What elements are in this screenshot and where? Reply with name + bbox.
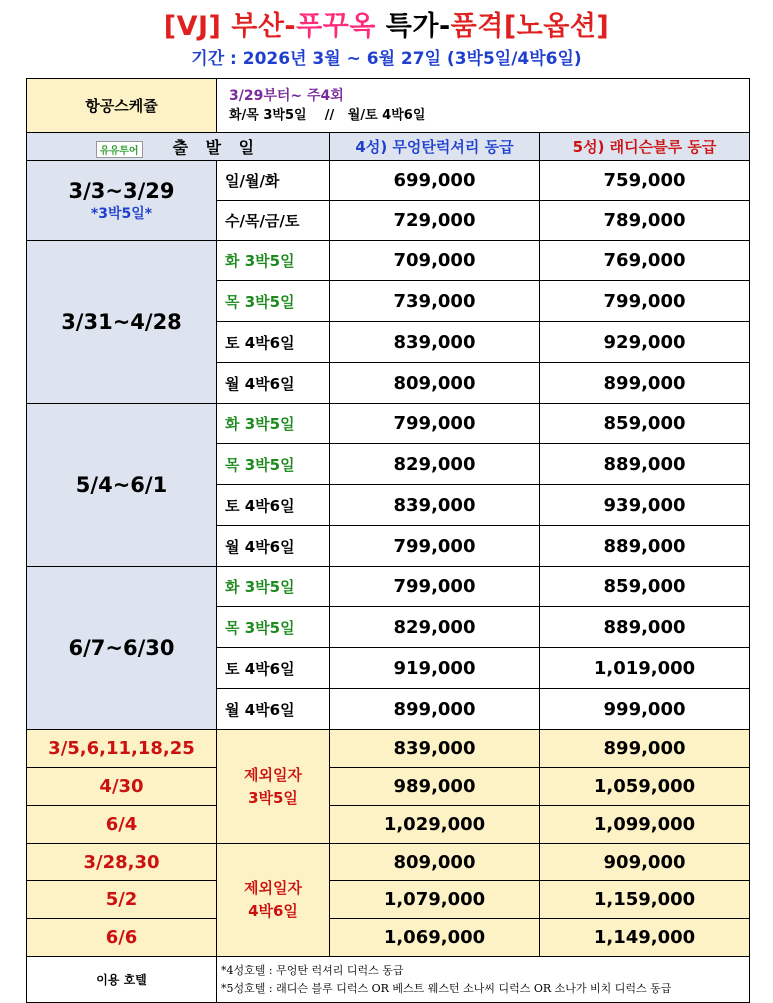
price-4star: 919,000: [330, 648, 540, 689]
price-4star: 799,000: [330, 526, 540, 567]
price-5star: 899,000: [540, 730, 750, 768]
price-4star: 899,000: [330, 689, 540, 730]
price-5star: 859,000: [540, 404, 750, 444]
hotels-label: 이용 호텔: [27, 957, 217, 1003]
price-4star: 799,000: [330, 404, 540, 444]
price-5star: 789,000: [540, 201, 750, 241]
day-cell: 월 4박6일: [217, 689, 330, 730]
hotel5-header: 5성) 래디슨블루 동급: [540, 133, 750, 161]
day-cell: 목 3박5일: [217, 281, 330, 322]
table-row: [27, 241, 750, 281]
tour-logo-text: 유유투어: [96, 141, 143, 158]
table-row: [27, 919, 750, 957]
price-4star: 809,000: [330, 363, 540, 404]
title-airline: [VJ] 부산-: [163, 11, 297, 42]
day-cell: 화 3박5일: [217, 241, 330, 281]
price-4star: 839,000: [330, 322, 540, 363]
table-row: [27, 768, 750, 806]
price-4star: 829,000: [330, 444, 540, 485]
exclusion-dates: 6/6: [27, 919, 217, 957]
exclusion-label-line-2: 3박5일: [248, 788, 298, 807]
exclusion-dates: 5/2: [27, 881, 217, 919]
price-5star: 1,099,000: [540, 806, 750, 844]
price-4star: 839,000: [330, 485, 540, 526]
exclusion-dates: 4/30: [27, 768, 217, 806]
price-4star: 839,000: [330, 730, 540, 768]
departure-header: [27, 133, 330, 161]
page-title: [0, 4, 773, 43]
exclusion-dates: 6/4: [27, 806, 217, 844]
price-4star: 699,000: [330, 161, 540, 201]
day-cell: 토 4박6일: [217, 322, 330, 363]
price-5star: 1,059,000: [540, 768, 750, 806]
table-row: [27, 730, 750, 768]
price-table: [26, 78, 750, 1003]
hotel4-header: 4성) 무엉탄럭셔리 동급: [330, 133, 540, 161]
price-5star: 909,000: [540, 844, 750, 881]
hotel-note-5star: *5성호텔 : 래디슨 블루 디럭스 OR 베스트 웨스턴 소나씨 디럭스 OR 소나가 비치 디럭스 동급: [221, 981, 672, 995]
price-4star: 809,000: [330, 844, 540, 881]
schedule-line-1: 3/29부터~ 주4회: [229, 87, 344, 104]
table-row: [27, 844, 750, 881]
price-5star: 1,019,000: [540, 648, 750, 689]
title-grade: 품격[노옵션]: [450, 11, 610, 42]
price-5star: 999,000: [540, 689, 750, 730]
day-cell: 화 3박5일: [217, 567, 330, 607]
exclusion-label-line-1: 제외일자: [244, 765, 302, 784]
period-note: *3박5일*: [90, 205, 153, 222]
title-special: 특가-: [375, 11, 451, 42]
period-range: 3/31~4/28: [27, 241, 217, 404]
period-range: 6/7~6/30: [27, 567, 217, 730]
table-row: [27, 404, 750, 444]
price-5star: 799,000: [540, 281, 750, 322]
price-5star: 889,000: [540, 607, 750, 648]
price-4star: 1,029,000: [330, 806, 540, 844]
exclusion-dates: 3/5,6,11,18,25: [27, 730, 217, 768]
table-row: [27, 567, 750, 607]
price-5star: 1,149,000: [540, 919, 750, 957]
schedule-row: [27, 79, 750, 133]
price-4star: 829,000: [330, 607, 540, 648]
price-4star: 709,000: [330, 241, 540, 281]
tour-logo: [96, 139, 143, 158]
exclusion-label-line-1: 제외일자: [244, 879, 302, 897]
price-4star: 729,000: [330, 201, 540, 241]
day-cell: 토 4박6일: [217, 648, 330, 689]
price-4star: 1,079,000: [330, 881, 540, 919]
day-cell: 목 3박5일: [217, 607, 330, 648]
price-4star: 799,000: [330, 567, 540, 607]
day-cell: 월 4박6일: [217, 526, 330, 567]
day-cell: 월 4박6일: [217, 363, 330, 404]
price-5star: 1,159,000: [540, 881, 750, 919]
day-cell: 목 3박5일: [217, 444, 330, 485]
exclusion-dates: 3/28,30: [27, 844, 217, 881]
day-cell: 화 3박5일: [217, 404, 330, 444]
title-destination: 푸꾸옥: [296, 11, 376, 42]
schedule-label: 항공스케쥴: [27, 79, 217, 133]
exclusion-label: [217, 730, 330, 844]
day-cell: 토 4박6일: [217, 485, 330, 526]
hotel-note-4star: *4성호텔 : 무엉탄 럭셔리 디럭스 동급: [221, 963, 404, 977]
period-cell: [27, 161, 217, 241]
price-5star: 769,000: [540, 241, 750, 281]
price-5star: 899,000: [540, 363, 750, 404]
price-4star: 1,069,000: [330, 919, 540, 957]
day-cell: 수/목/금/토: [217, 201, 330, 241]
schedule-info: [217, 79, 750, 133]
price-5star: 759,000: [540, 161, 750, 201]
schedule-line-2: 화/목 3박5일 // 월/토 4박6일: [229, 107, 426, 123]
price-4star: 989,000: [330, 768, 540, 806]
departure-header-label: 출 발 일: [172, 138, 261, 157]
period-range: 5/4~6/1: [27, 404, 217, 567]
table-row: [27, 806, 750, 844]
price-4star: 739,000: [330, 281, 540, 322]
price-5star: 889,000: [540, 526, 750, 567]
table-row: [27, 881, 750, 919]
day-cell: 일/월/화: [217, 161, 330, 201]
exclusion-label: [217, 844, 330, 957]
period-range: 3/3~3/29: [68, 178, 175, 203]
exclusion-label-line-2: 4박6일: [248, 902, 298, 920]
column-header-row: [27, 133, 750, 161]
table-row: [27, 161, 750, 201]
price-5star: 939,000: [540, 485, 750, 526]
price-5star: 889,000: [540, 444, 750, 485]
price-5star: 929,000: [540, 322, 750, 363]
period-subtitle: 기간 : 2026년 3월 ~ 6월 27일 (3박5일/4박6일): [191, 49, 582, 69]
price-5star: 859,000: [540, 567, 750, 607]
